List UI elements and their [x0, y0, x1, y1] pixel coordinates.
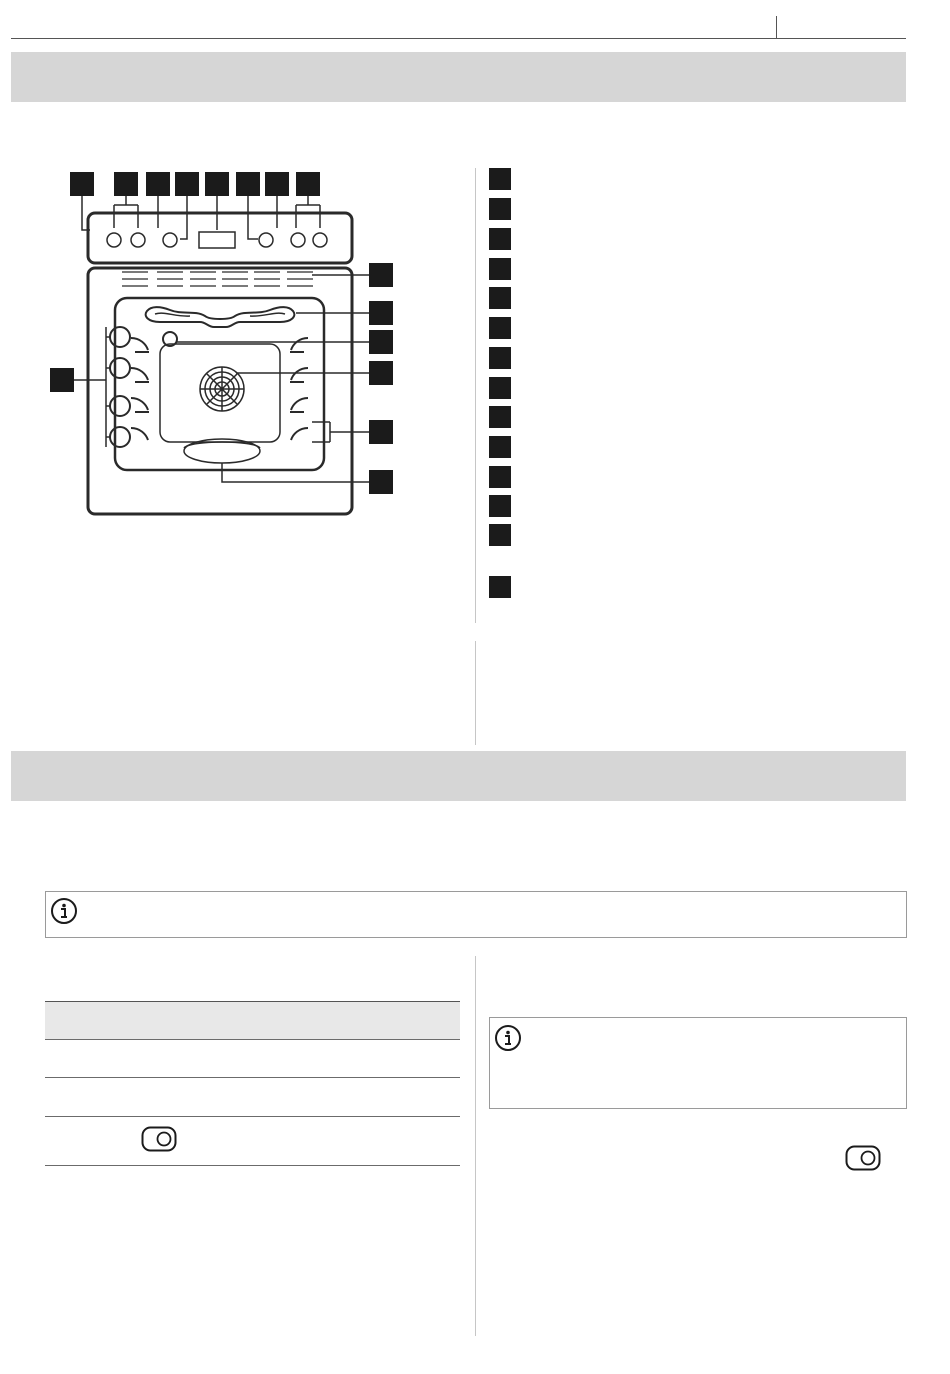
callout-markers-top	[70, 172, 320, 196]
callout-marker-shelf-positions	[50, 368, 74, 392]
info-note	[489, 1017, 907, 1109]
column-divider	[475, 641, 476, 745]
legend-item	[489, 228, 511, 250]
legend-item	[489, 377, 511, 399]
table-row-divider	[45, 1165, 460, 1166]
legend-item	[489, 524, 511, 546]
column-divider	[475, 168, 476, 623]
section-header-product-description	[11, 52, 906, 102]
page-top-rule	[11, 38, 906, 39]
callout-markers-right	[369, 263, 393, 494]
info-icon	[494, 1024, 522, 1052]
table-row	[45, 1078, 460, 1115]
legend-item	[489, 466, 511, 488]
legend-item	[489, 347, 511, 369]
oven-overview-diagram	[40, 160, 420, 530]
info-icon	[50, 897, 78, 925]
legend-item	[489, 495, 511, 517]
legend-item	[489, 576, 511, 598]
toggle-switch-icon	[141, 1126, 177, 1152]
legend-item	[489, 287, 511, 309]
table-row	[45, 1117, 460, 1165]
table-row	[45, 1040, 460, 1076]
legend-item	[489, 198, 511, 220]
legend-item	[489, 168, 511, 190]
column-divider	[475, 956, 476, 1336]
legend-item	[489, 258, 511, 280]
toggle-switch-icon	[845, 1145, 881, 1171]
page-corner-mark	[776, 16, 777, 38]
legend-item	[489, 406, 511, 428]
info-note	[45, 891, 907, 938]
section-header-before-first-use	[11, 751, 906, 801]
legend-item	[489, 317, 511, 339]
legend-item	[489, 436, 511, 458]
table-header-row	[45, 1001, 460, 1040]
